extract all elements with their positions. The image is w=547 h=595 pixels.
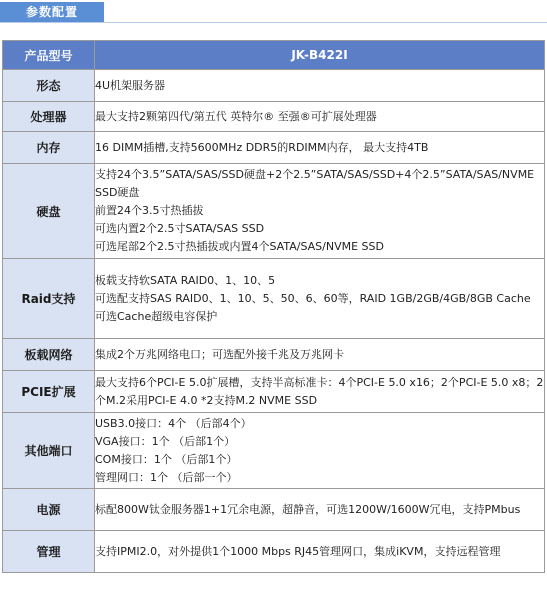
value-line: 可选配支持SAS RAID0、1、10、5、50、6、60等，RAID 1GB/2GB/4GB/8GB Cache — [95, 291, 531, 305]
row-label: PCIE扩展 — [3, 371, 95, 413]
value-line: 4U机架服务器 — [95, 78, 166, 92]
row-value — [95, 371, 545, 413]
value-line: 支持IPMI2.0，对外提供1个1000 Mbps RJ45管理网口，集成iKVM，支持远程管理 — [95, 544, 501, 558]
row-value — [95, 259, 545, 339]
header-label: 产品型号 — [3, 41, 95, 70]
row-value — [95, 531, 545, 573]
value-line: 支持24个3.5”SATA/SAS/SSD硬盘+2个2.5”SATA/SAS/SSD+4个2.5”SATA/SAS/NVME SSD硬盘 — [95, 168, 535, 199]
value-line: 前置24个3.5寸热插拔 — [95, 204, 204, 217]
table-row — [3, 371, 545, 413]
row-label: 处理器 — [3, 102, 95, 132]
table-row — [3, 70, 545, 102]
row-value — [95, 489, 545, 531]
value-line: 16 DIMM插槽,支持5600MHz DDR5的RDIMM内存， 最大支持4TB — [95, 140, 429, 154]
value-line: 可选尾部2个2.5寸热插拔或内置4个SATA/SAS/NVME SSD — [95, 240, 384, 253]
value-line: 最大支持2颗第四代/第五代 英特尔® 至强®可扩展处理器 — [95, 109, 377, 123]
row-value — [95, 132, 545, 164]
row-value — [95, 164, 545, 259]
value-line: USB3.0接口：4个 （后部4个） — [95, 416, 252, 430]
value-line: 标配800W钛金服务器1+1冗余电源，超静音，可选1200W/1600W冗电，支持PMbus — [95, 502, 521, 516]
row-label: 其他端口 — [3, 413, 95, 489]
spec-body — [3, 70, 545, 573]
tab-divider — [0, 22, 547, 23]
table-row — [3, 531, 545, 573]
table-row — [3, 489, 545, 531]
row-value — [95, 413, 545, 489]
table-row — [3, 259, 545, 339]
table-row — [3, 132, 545, 164]
table-row — [3, 413, 545, 489]
value-line: 最大支持6个PCI-E 5.0扩展槽，支持半高标准卡：4个PCI-E 5.0 x16；2个PCI-E 5.0 x8；2个M.2采用PCI-E 4.0 *2支持M.2 NVME SSD — [95, 375, 544, 407]
value-line: 板载支持软SATA RAID0、1、10、5 — [95, 273, 276, 287]
row-label: 板载网络 — [3, 339, 95, 371]
section-tab[interactable]: 参数配置 — [0, 2, 104, 23]
spec-table — [2, 40, 545, 573]
value-line: 可选内置2个2.5寸SATA/SAS SSD — [95, 222, 265, 235]
row-label: Raid支持 — [3, 259, 95, 339]
row-label: 内存 — [3, 132, 95, 164]
table-row — [3, 102, 545, 132]
value-line: COM接口：1个 （后部1个） — [95, 452, 238, 466]
row-value — [95, 339, 545, 371]
value-line: 管理网口：1个 （后部一个） — [95, 470, 238, 484]
table-row — [3, 164, 545, 259]
row-value — [95, 102, 545, 132]
table-row — [3, 339, 545, 371]
row-label: 形态 — [3, 70, 95, 102]
value-line: VGA接口：1个 （后部1个） — [95, 434, 236, 448]
header-model: JK-B422I — [95, 41, 545, 70]
table-header-row — [3, 41, 545, 70]
value-line: 集成2个万兆网络电口；可选配外接千兆及万兆网卡 — [95, 347, 344, 361]
row-label: 管理 — [3, 531, 95, 573]
row-label: 硬盘 — [3, 164, 95, 259]
value-line: 可选Cache超级电容保护 — [95, 309, 218, 323]
row-label: 电源 — [3, 489, 95, 531]
row-value — [95, 70, 545, 102]
